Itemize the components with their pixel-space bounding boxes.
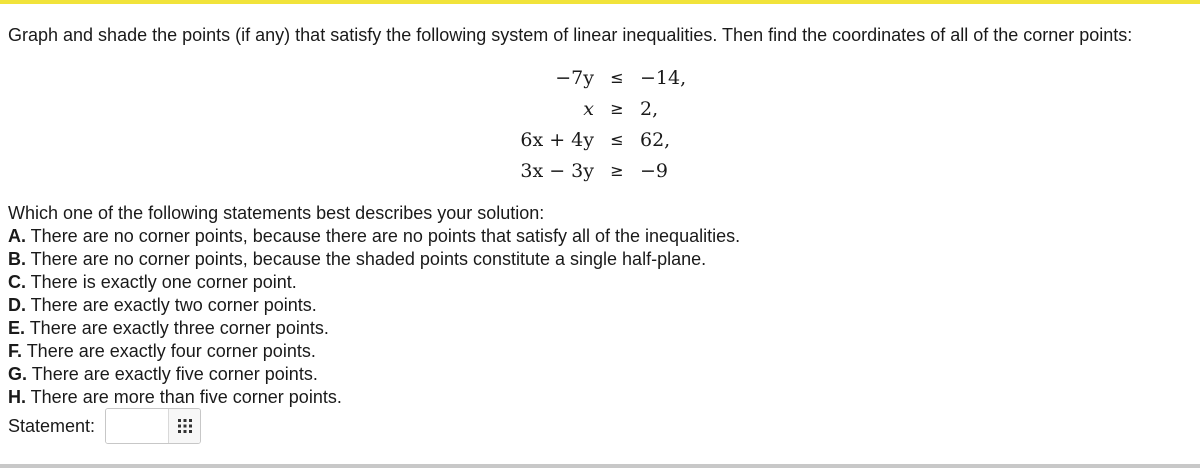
inequality-rhs: 2, — [640, 97, 659, 120]
inequality-row — [500, 93, 760, 124]
inequality-rhs: 62, — [640, 128, 671, 151]
option-letter: F. — [8, 341, 23, 361]
option-text: There is exactly one corner point. — [26, 272, 297, 292]
option-f — [8, 340, 740, 363]
statement-input[interactable] — [106, 409, 168, 443]
option-letter: C. — [8, 272, 26, 292]
option-letter: D. — [8, 295, 26, 315]
inequality-system — [500, 62, 760, 186]
option-letter: E. — [8, 318, 26, 338]
inequality-row — [500, 124, 760, 155]
option-g — [8, 363, 740, 386]
option-text: There are more than five corner points. — [26, 387, 342, 407]
option-letter: A. — [8, 226, 26, 246]
inequality-relation: ≥ — [610, 161, 624, 180]
option-e — [8, 317, 740, 340]
inequality-lhs: 3x − 3y — [520, 159, 594, 182]
inequality-row — [500, 62, 760, 93]
option-letter: H. — [8, 387, 26, 407]
option-text: There are no corner points, because there are no points that satisfy all of the inequalities. — [26, 226, 741, 246]
inequality-rhs: −14, — [640, 66, 687, 89]
grid-icon — [177, 418, 193, 434]
statement-answer-box — [105, 408, 201, 444]
inequality-relation: ≤ — [610, 130, 624, 149]
option-c — [8, 271, 740, 294]
inequality-lhs: −7y — [555, 66, 594, 89]
inequality-relation: ≥ — [610, 99, 624, 118]
option-text: There are no corner points, because the shaded points constitute a single half-plane. — [26, 249, 707, 269]
problem-prompt: Graph and shade the points (if any) that satisfy the following system of linear inequalities. Then find the coordinates of all of the corner points: — [8, 25, 1133, 45]
symbol-picker-button[interactable] — [168, 409, 200, 443]
inequality-relation: ≤ — [610, 68, 624, 87]
option-text: There are exactly three corner points. — [25, 318, 329, 338]
inequality-lhs: 6x + 4y — [520, 128, 594, 151]
option-text: There are exactly four corner points. — [22, 341, 316, 361]
answer-options — [8, 225, 740, 409]
option-text: There are exactly two corner points. — [26, 295, 317, 315]
option-text: There are exactly five corner points. — [27, 364, 318, 384]
option-letter: G. — [8, 364, 28, 384]
inequality-rhs: −9 — [640, 159, 669, 182]
inequality-lhs: x — [583, 97, 594, 120]
option-d — [8, 294, 740, 317]
question-text: Which one of the following statements best describes your solution: — [8, 203, 545, 223]
option-b — [8, 248, 740, 271]
option-a — [8, 225, 740, 248]
bottom-divider — [0, 464, 1200, 468]
statement-row — [8, 406, 201, 446]
option-letter: B. — [8, 249, 26, 269]
inequality-row — [500, 155, 760, 186]
statement-label: Statement: — [8, 415, 96, 436]
top-accent-bar — [0, 0, 1200, 4]
